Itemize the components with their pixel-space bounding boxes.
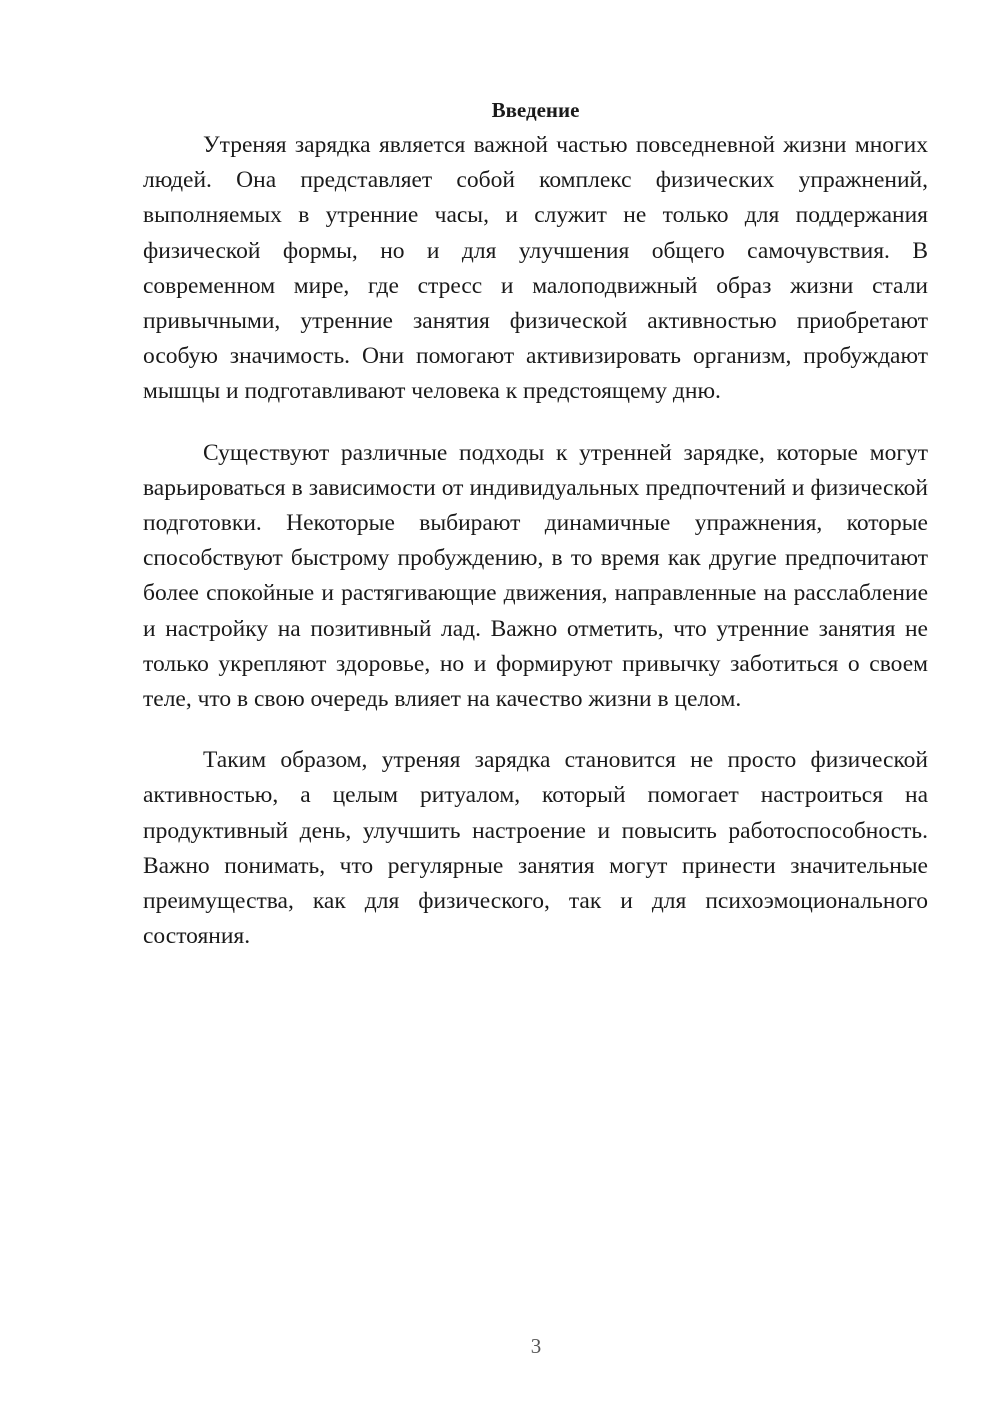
paragraph-1: Утреняя зарядка является важной частью повседневной жизни многих людей. Она представляет собой комплекс физических упражнений, выполняемых в утренние часы, и служит не только для поддержания физической формы, но и для улучшения общего самочувствия. В современном мире, где стресс и малоподвижный образ жизни стали привычными, утренние занятия физической активностью приобретают особую значимость. Они помогают активизировать организм, пробуждают мышцы и подготавливают человека к предстоящему дню. bbox=[143, 132, 928, 405]
paragraph-2: Существуют различные подходы к утренней зарядке, которые могут варьироваться в зависимости от индивидуальных предпочтений и физической подготовки. Некоторые выбирают динамичные упражнения, которые способствуют быстрому пробуждению, в то время как другие предпочитают более спокойные и растягивающие движения, направленные на расслабление и настройку на позитивный лад. Важно отметить, что утренние занятия не только укрепляют здоровье, но и формируют привычку заботиться о своем теле, что в свою очередь влияет на качество жизни в целом. bbox=[143, 439, 928, 713]
page-content bbox=[143, 92, 928, 954]
page-number: 3 bbox=[530, 1334, 542, 1358]
section-heading: Введение bbox=[491, 98, 580, 122]
paragraph-3: Таким образом, утреняя зарядка становится не просто физической активностью, а целым ритуалом, который помогает настроиться на продуктивный день, улучшить настроение и повысить работоспособность. Важно понимать, что регулярные занятия могут принести значительные преимущества, как для физического, так и для психоэмоционального состояния. bbox=[143, 747, 928, 950]
